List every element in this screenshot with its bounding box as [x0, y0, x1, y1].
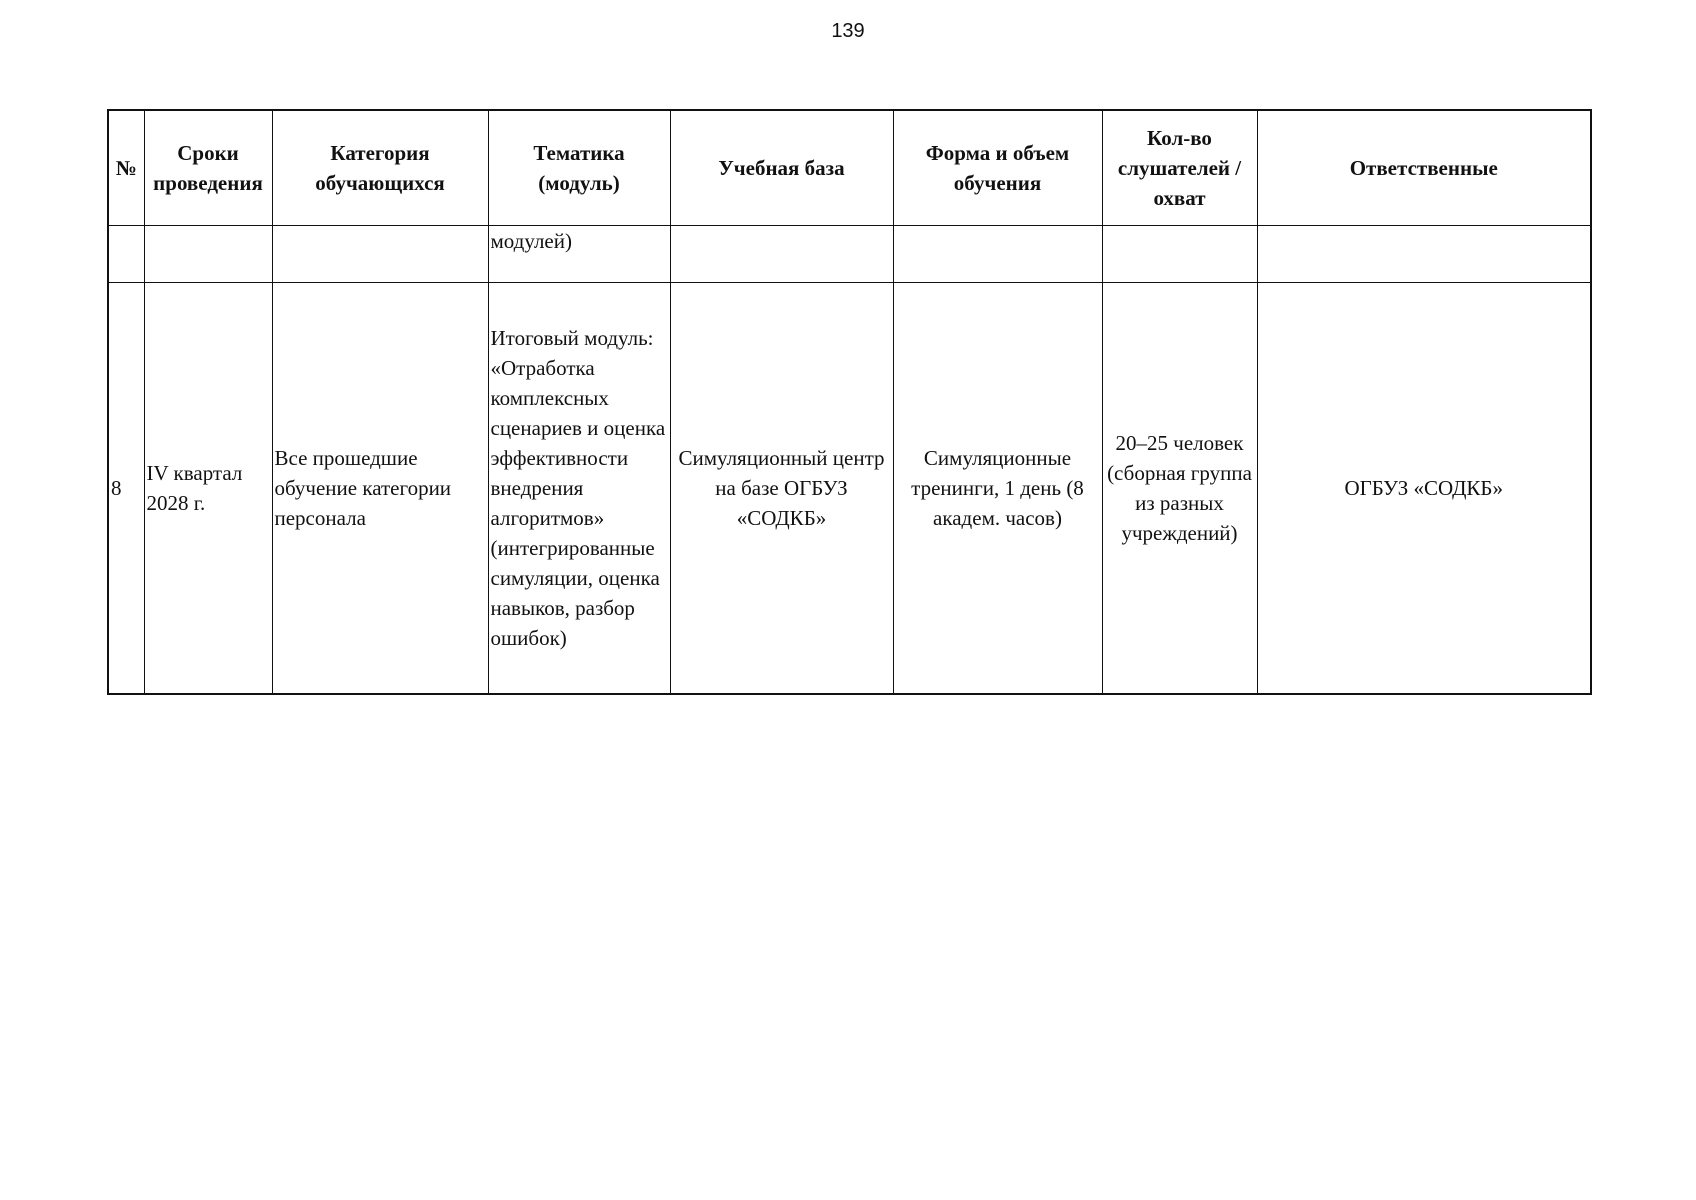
cell-number: 8 — [108, 283, 144, 695]
cell-topic: Итоговый модуль: «Отработка комплексных сценариев и оценка эффективности внедрения алгоритмов» (интегрированные симуляции, оценка навыков, разбор ошибок) — [488, 283, 670, 695]
header-responsible: Ответственные — [1257, 110, 1591, 226]
cell-topic-continuation: модулей) — [488, 226, 670, 283]
training-plan-table — [107, 109, 1592, 695]
header-form: Форма и объем обучения — [893, 110, 1102, 226]
cell-empty — [670, 226, 893, 283]
table-row — [108, 283, 1591, 695]
table-row-continuation — [108, 226, 1591, 283]
header-dates: Сроки проведения — [144, 110, 272, 226]
header-count: Кол-во слушателей / охват — [1102, 110, 1257, 226]
header-number: № — [108, 110, 144, 226]
cell-empty — [108, 226, 144, 283]
cell-responsible: ОГБУЗ «СОДКБ» — [1257, 283, 1591, 695]
header-topic: Тематика (модуль) — [488, 110, 670, 226]
cell-empty — [893, 226, 1102, 283]
header-category: Категория обучающихся — [272, 110, 488, 226]
cell-empty — [144, 226, 272, 283]
table-header-row — [108, 110, 1591, 226]
cell-empty — [1257, 226, 1591, 283]
page-number: 139 — [831, 20, 865, 42]
cell-base: Симуляционный центр на базе ОГБУЗ «СОДКБ» — [670, 283, 893, 695]
cell-count: 20–25 человек (сборная группа из разных учреждений) — [1102, 283, 1257, 695]
cell-dates: IV квартал 2028 г. — [144, 283, 272, 695]
header-base: Учебная база — [670, 110, 893, 226]
cell-category: Все прошедшие обучение категории персонала — [272, 283, 488, 695]
cell-empty — [272, 226, 488, 283]
cell-empty — [1102, 226, 1257, 283]
cell-form: Симуляционные тренинги, 1 день (8 академ. часов) — [893, 283, 1102, 695]
